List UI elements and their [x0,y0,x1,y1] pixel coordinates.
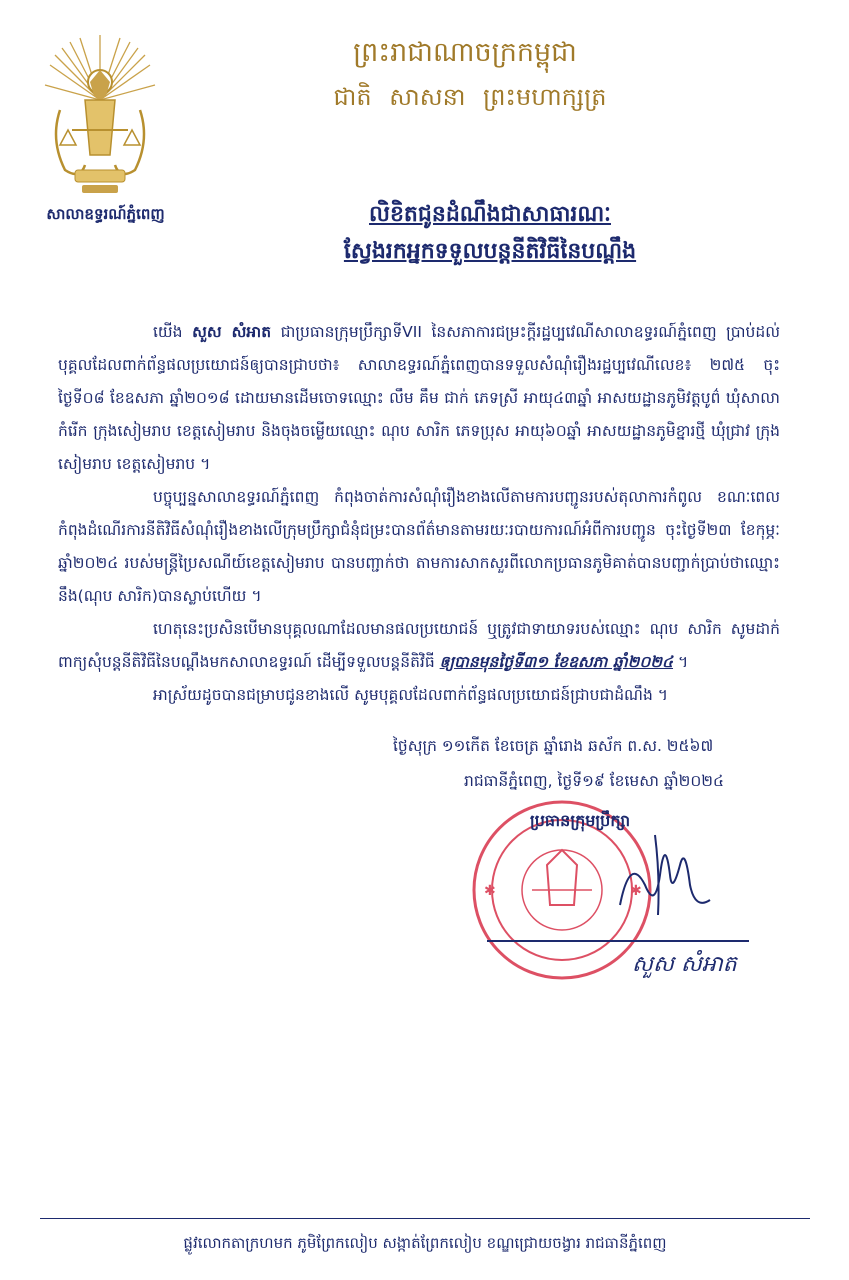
paragraph-4: អាស្រ័យដូចបានជម្រាបជូនខាងលើ សូមបុគ្គលដែលពាក់ព័ន្ធផលប្រយោជន៍ជ្រាបជាដំណឹង ។ [153,686,668,704]
notice-subtitle: ស្វែងរកអ្នកទទួលបន្តនីតិវិធីនៃបណ្តឹង [343,239,637,264]
signer-name: សួស សំអាត [632,952,737,977]
p3-post: ។ [673,653,689,671]
paragraph-3 [58,613,780,679]
lunar-date: ថ្ងៃសុក្រ ១១កើត ខែចេត្រ ឆ្នាំរោង ឆស័ក ព.ស. ២៥៦៧ [393,737,714,755]
footer-divider [40,1218,810,1219]
solar-date: រាជធានីភ្នំពេញ, ថ្ងៃទី១៩ ខែមេសា ឆ្នាំ២០២៤ [464,772,725,790]
court-name: សាលាឧទ្ធរណ៍ភ្នំពេញ [46,205,165,223]
p3-pre: ហេតុនេះប្រសិនបើមានបុគ្គលណាដែលមានផលប្រយោជន៍ ឬត្រូវជាទាយាទរបស់ឈ្មោះ ណុប សារិក សូមដាក់ពាក្យសុំបន្តនីតិវិធីនៃបណ្តឹងមកសាលាឧទ្ធរណ៍ ដើម្បីទទួលបន្តនីតិវិធី [58,620,780,671]
p1-post: ជាប្រធានក្រុមប្រឹក្សាទីVII នៃសភាការជម្រះក្តីរដ្ឋប្បវេណីសាលាឧទ្ធរណ៍ភ្នំពេញ ប្រាប់ដល់បុគ្គលដែលពាក់ព័ន្ធផលប្រយោជន៍ឲ្យបានជ្រាបថា៖ សាលាឧទ្ធរណ៍ភ្នំពេញបានទទួលសំណុំរឿងរដ្ឋប្បវេណីលេខ៖ ២៧៥ ចុះថ្ងៃទី០៨ ខែឧសភា ឆ្នាំ២០១៨ ដោយមានដើមចោទឈ្មោះ លឹម គឹម ជាក់ ភេទស្រី អាយុ៤៣ឆ្នាំ អាសយដ្ឋានភូមិវត្តបូព៌ ឃុំសាលាកំរើក ក្រុងសៀមរាប ខេត្តសៀមរាប និងចុងចម្លើយឈ្មោះ ណុប សារិក ភេទប្រុស អាយុ៦០ឆ្នាំ អាសយដ្ឋានភូមិខ្នារថ្មី ឃុំជ្រាវ ក្រុងសៀមរាប ខេត្តសៀមរាប ។ [58,323,780,473]
paragraph-2: បច្ចុប្បន្នសាលាឧទ្ធរណ៍ភ្នំពេញ កំពុងចាត់ការសំណុំរឿងខាងលើតាមការបញ្ជូនរបស់តុលាការកំពូល ខណៈពេលកំពុងដំណើរការនីតិវិធីសំណុំរឿងខាងលើក្រុមប្រឹក្សាជំនុំជម្រះបានព័ត៌មានតាមរយៈរបាយការណ៍អំពីការបញ្ជូន ចុះថ្ងៃទី២៣ ខែកុម្ភៈ ឆ្នាំ២០២៤ របស់មន្ត្រីប្រៃសណីយ៍ខេត្តសៀមរាប បានបញ្ជាក់ថា តាមការសាកសួរពីលោកប្រធានភូមិគាត់បានបញ្ជាក់ប្រាប់ថាឈ្មោះនឹង(ណុប សារិក)បានស្លាប់ហើយ ។ [58,488,780,605]
deadline: ឲ្យបានមុនថ្ងៃទី៣១ ខែឧសភា ឆ្នាំ២០២៤ [439,653,674,671]
signature-line [487,940,749,942]
kingdom-title: ព្រះរាជាណាចក្រកម្ពុជា [353,37,577,68]
handwritten-signature [600,815,720,925]
royal-emblem-icon [40,30,160,200]
svg-text:✱: ✱ [484,883,496,899]
court-address: ផ្លូវលោកតាក្រហមក ភូមិព្រែកលៀប សង្កាត់ព្រែកលៀប ខណ្ឌជ្រោយចង្វារ រាជធានីភ្នំពេញ [183,1234,667,1252]
notice-title: លិខិតជូនដំណឹងជាសាធារណៈ [369,202,611,227]
president-name: សួស សំអាត [192,323,272,341]
p1-pre: យើង [153,323,193,341]
national-motto: ជាតិ សាសនា ព្រះមហាក្សត្រ [333,83,607,111]
signer-role: ប្រធានក្រុមប្រឹក្សា [530,811,631,830]
svg-text:✱: ✱ [630,883,642,899]
paragraph-1 [58,316,780,481]
notice-body [58,316,780,712]
